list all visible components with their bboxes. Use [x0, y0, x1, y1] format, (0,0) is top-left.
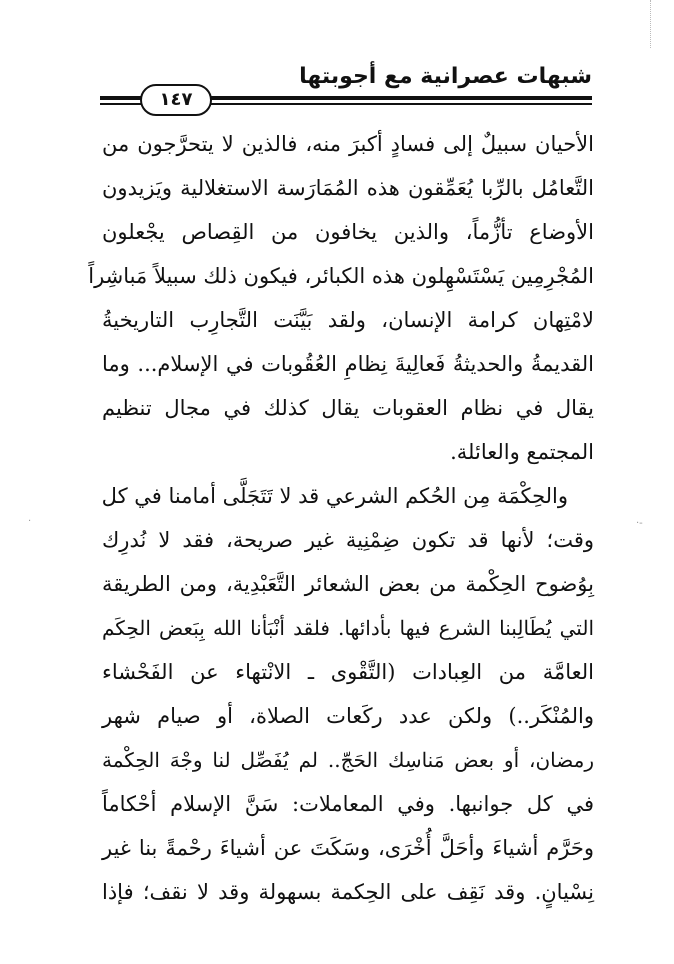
text-line: العامَّة من العِبادات (التَّقْوى ـ الانْتهاء عن الفَحْشاء — [102, 660, 594, 684]
text-line: لامْتِهان كرامة الإنسان، ولقد بَيَّنَت التَّجارِب التاريخيةُ — [102, 308, 594, 332]
text-line: القديمةُ والحديثةُ فَعالِيةَ نِظامِ العُقُوبات في الإسلام... وما — [102, 352, 594, 376]
text-line: نِسْيانٍ. وقد نَقِف على الحِكمة بسهولة وقد لا نقف؛ فإذا — [102, 880, 594, 904]
margin-mark: · — [28, 516, 32, 527]
text-line: يقال في نظام العقوبات يقال كذلك في مجال تنظيم — [102, 396, 594, 420]
text-line: في كل جوانبها. وفي المعاملات: سَنَّ الإسلام أحْكاماً — [102, 792, 594, 816]
text-line: وحَرَّم أشياءَ وأحَلَّ أُخْرَى، وسَكَتَ عن أشياءَ رحْمةً بنا غير — [102, 836, 594, 860]
text-line: والحِكْمَة مِن الحُكم الشرعي قد لا تَتَجَلَّى أمامنا في كل — [101, 484, 568, 508]
text-line: المُجْرِمِين يَسْتَسْهِلون هذه الكبائر، فيكون ذلك سبيلاً مَباشِراً — [88, 264, 594, 288]
text-line: المجتمع والعائلة. — [450, 440, 594, 464]
text-line: التي يُطَالِبنا الشرع فيها بأدائها. فلقد أنْبَأنا الله بِبَعض الحِكَم — [102, 616, 594, 640]
page-number-badge: ١٤٧ — [140, 84, 212, 116]
running-header-title: شبهات عصرانية مع أجوبتها — [299, 64, 592, 89]
text-line: والمُنْكَر..) ولكن عدد ركَعات الصلاة، أو صيام شهر — [102, 704, 594, 728]
text-line: الأحيان سبيلٌ إلى فسادٍ أكبرَ منه، فالذين لا يتحرَّجون من — [102, 132, 594, 156]
body-text — [88, 122, 594, 914]
text-line: وقت؛ لأنها قد تكون ضِمْنِية غير صريحة، فقد لا نُدرِك — [102, 528, 594, 552]
margin-mark: ·- — [636, 518, 643, 529]
text-line: رمضان، أو بعض مَناسِك الحَجّ.. لم يُفَصِّل لنا وجْهَ الحِكْمة — [102, 748, 594, 772]
text-line: الأوضاع تأزُّماً، والذين يخافون من القِصاص يجْعلون — [102, 220, 594, 244]
scan-edge-mark — [650, 0, 653, 48]
text-line: بِوُضوح الحِكْمة من بعض الشعائر التَّعَبْدِية، ومن الطريقة — [102, 572, 594, 596]
text-line: التَّعامُل بالرِّبا يُعَمِّقون هذه المُمَارَسة الاستغلالية ويَزيدون — [102, 176, 594, 200]
